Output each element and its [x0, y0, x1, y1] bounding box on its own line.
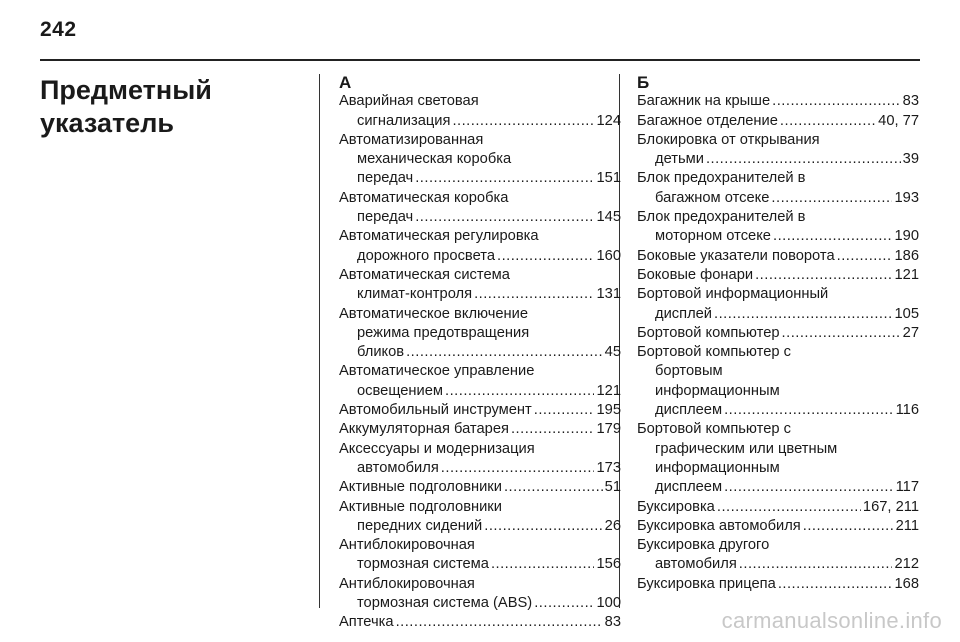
index-entry-line	[339, 169, 621, 188]
index-entry-page: 193	[894, 189, 919, 206]
dot-leader	[724, 478, 894, 497]
page-number: 242	[40, 18, 77, 41]
index-entry-term: сигнализация	[357, 112, 451, 129]
index-entry-line	[339, 401, 621, 420]
index-entry	[339, 401, 621, 420]
dot-leader	[772, 92, 901, 111]
index-entry-term: передач	[357, 170, 414, 187]
index-entry-page: 39	[902, 151, 919, 168]
index-entry-page: 27	[902, 324, 919, 341]
dot-leader	[739, 555, 893, 574]
index-letter: Б	[637, 73, 650, 92]
index-entry-page: 173	[596, 459, 621, 476]
index-entry-line	[339, 517, 621, 536]
index-entry	[637, 169, 919, 208]
index-entry-line: Автоматизированная	[339, 131, 484, 148]
index-entry	[339, 478, 621, 497]
index-entry-term: передач	[357, 209, 414, 226]
dot-leader	[706, 150, 901, 169]
index-entry-page: 145	[596, 209, 621, 226]
index-entry-term: тормозная система	[357, 556, 489, 573]
index-entry	[637, 517, 919, 536]
index-column-b	[637, 73, 919, 594]
index-entry-term: Аптечка	[339, 614, 394, 631]
index-entry	[637, 536, 919, 575]
index-entry-line: Автоматическая система	[339, 266, 510, 283]
index-entry-line: Бортовой информационный	[637, 286, 829, 303]
index-entry-line	[637, 575, 919, 594]
index-entry-term: Багажник на крыше	[637, 93, 771, 110]
index-entry-line: механическая коробка	[357, 151, 512, 168]
index-entry	[637, 324, 919, 343]
index-entry-page: 212	[894, 556, 919, 573]
dot-leader	[504, 478, 603, 497]
index-entry-term: климат-контроля	[357, 286, 473, 303]
index-entry-line: Антиблокировочная	[339, 575, 475, 592]
index-entry-line: Автоматическая регулировка	[339, 228, 539, 245]
dot-leader	[497, 247, 595, 266]
index-entry-line	[637, 517, 919, 536]
index-entry	[637, 92, 919, 111]
index-entry	[339, 420, 621, 439]
index-entry-line: Буксировка другого	[637, 537, 770, 554]
index-entry-term: автомобиля	[357, 459, 439, 476]
index-entry-line: информационным	[655, 382, 780, 399]
index-entry-page: 168	[894, 575, 919, 592]
index-entry	[637, 266, 919, 285]
index-entry-term: дорожного просвета	[357, 247, 495, 264]
index-entry-line	[339, 247, 621, 266]
dot-leader	[780, 112, 876, 131]
index-entry	[637, 208, 919, 247]
index-entry	[339, 131, 621, 189]
dot-leader	[396, 613, 603, 632]
index-entry	[339, 227, 621, 266]
dot-leader	[773, 227, 893, 246]
index-entry-line: Блокировка от открывания	[637, 131, 820, 148]
dot-leader	[714, 305, 892, 324]
dot-leader	[717, 498, 861, 517]
index-entry	[339, 305, 621, 363]
index-entry-line	[339, 343, 621, 362]
index-entry-page: 100	[596, 595, 621, 612]
dot-leader	[778, 575, 893, 594]
index-entry-line	[637, 227, 919, 246]
section-title	[40, 74, 280, 140]
dot-leader	[782, 324, 901, 343]
index-entry-term: Боковые указатели поворота	[637, 247, 835, 264]
index-entry-line: Автоматическое управление	[339, 363, 535, 380]
index-entry-term: детьми	[655, 151, 704, 168]
index-entry-page: 131	[596, 286, 621, 303]
index-entry-term: Активные подголовники	[339, 479, 502, 496]
index-entry-term: Автомобильный инструмент	[339, 402, 532, 419]
index-column-a	[339, 73, 621, 633]
index-entry-line	[339, 478, 621, 497]
index-entry	[339, 613, 621, 632]
index-entry-term: багажном отсеке	[655, 189, 770, 206]
dot-leader	[415, 208, 594, 227]
index-entry	[339, 266, 621, 305]
index-entry-page: 121	[596, 382, 621, 399]
dot-leader	[491, 555, 595, 574]
dot-leader	[452, 112, 594, 131]
index-entry-line	[637, 478, 919, 497]
index-entry-line: Аварийная световая	[339, 93, 479, 110]
index-entry-line	[637, 92, 919, 111]
index-entry-line	[339, 420, 621, 439]
index-entry	[637, 420, 919, 497]
index-entry	[637, 131, 919, 170]
dot-leader	[755, 266, 892, 285]
index-entry	[339, 536, 621, 575]
index-entry-line: режима предотвращения	[357, 324, 530, 341]
index-entry-page: 179	[596, 421, 621, 438]
index-entry-line	[339, 382, 621, 401]
dot-leader	[534, 401, 595, 420]
index-entry-term: передних сидений	[357, 517, 483, 534]
index-entry	[637, 112, 919, 131]
index-entry-line	[637, 266, 919, 285]
index-entry-term: бликов	[357, 344, 405, 361]
index-entry-term: тормозная система (ABS)	[357, 595, 533, 612]
dot-leader	[474, 285, 594, 304]
index-entry-line: информационным	[655, 459, 780, 476]
index-entry	[339, 362, 621, 401]
index-entry-term: Багажное отделение	[637, 112, 778, 129]
index-entry-term: Аккумуляторная батарея	[339, 421, 509, 438]
index-entry-page: 117	[895, 479, 919, 496]
index-entry-line: Аксессуары и модернизация	[339, 440, 535, 457]
index-entry-line	[339, 594, 621, 613]
top-divider	[40, 59, 920, 61]
dot-leader	[771, 189, 892, 208]
index-entry-page: 124	[596, 112, 621, 129]
index-entry-page: 51	[604, 479, 621, 496]
index-entry-line: Блок предохранителей в	[637, 209, 806, 226]
index-entry-page: 40, 77	[878, 112, 919, 129]
index-entry	[339, 575, 621, 614]
index-entry-page: 186	[894, 247, 919, 264]
dot-leader	[803, 517, 894, 536]
index-entry-line	[339, 112, 621, 131]
index-entry-page: 167, 211	[862, 498, 919, 515]
index-entry-page: 116	[895, 402, 919, 419]
dot-leader	[484, 517, 602, 536]
index-entry	[637, 498, 919, 517]
index-entry-line	[637, 189, 919, 208]
index-entry	[339, 498, 621, 537]
index-entry-term: дисплеем	[655, 402, 723, 419]
index-entry-line	[637, 401, 919, 420]
index-entry-page: 190	[894, 228, 919, 245]
index-entry-term: моторном отсеке	[655, 228, 771, 245]
index-entry	[339, 189, 621, 228]
dot-leader	[724, 401, 894, 420]
index-entry-line	[637, 112, 919, 131]
index-entry-line	[339, 555, 621, 574]
dot-leader	[445, 382, 594, 401]
index-entry-term: автомобиля	[655, 556, 737, 573]
index-entry-line: Бортовой компьютер с	[637, 421, 791, 438]
index-entry-page: 160	[596, 247, 621, 264]
section-title-line-2: указатель	[40, 108, 174, 138]
index-entry	[637, 575, 919, 594]
index-entry-term: Буксировка	[637, 498, 715, 515]
index-entry-page: 121	[894, 266, 919, 283]
index-entry-line	[637, 555, 919, 574]
index-entry-page: 151	[596, 170, 621, 187]
index-entry-term: дисплей	[655, 305, 713, 322]
index-letter: А	[339, 73, 352, 92]
index-entry	[637, 343, 919, 420]
index-entry-line	[637, 498, 919, 517]
dot-leader	[415, 169, 594, 188]
index-entry-line	[637, 305, 919, 324]
index-entry-line	[637, 150, 919, 169]
column-divider-left	[319, 74, 320, 608]
index-entry-page: 211	[895, 517, 919, 534]
index-entry-page: 83	[604, 614, 621, 631]
index-entry-line: графическим или цветным	[655, 440, 838, 457]
index-entry-line	[339, 285, 621, 304]
index-entry	[637, 247, 919, 266]
index-entry-term: дисплеем	[655, 479, 723, 496]
dot-leader	[534, 594, 594, 613]
dot-leader	[837, 247, 893, 266]
watermark: carmanualsonline.info	[721, 608, 942, 633]
index-entry-line	[339, 208, 621, 227]
index-entry-line: бортовым	[655, 363, 723, 380]
index-entry-page: 195	[596, 402, 621, 419]
index-entry-line	[339, 459, 621, 478]
index-entry-line: Активные подголовники	[339, 498, 502, 515]
index-entry	[637, 285, 919, 324]
index-entry-term: освещением	[357, 382, 443, 399]
index-entry-page: 45	[604, 344, 621, 361]
index-entry	[339, 92, 621, 131]
index-entry-line	[637, 324, 919, 343]
index-entry-page: 156	[596, 556, 621, 573]
index-entry-page: 105	[894, 305, 919, 322]
section-title-line-1: Предметный	[40, 75, 212, 105]
index-entry-line	[637, 247, 919, 266]
index-entry	[339, 440, 621, 479]
dot-leader	[441, 459, 595, 478]
index-entry-page: 26	[604, 517, 621, 534]
index-entry-page: 83	[902, 93, 919, 110]
index-entry-line: Бортовой компьютер с	[637, 344, 791, 361]
index-entry-line	[339, 613, 621, 632]
index-entry-term: Бортовой компьютер	[637, 324, 780, 341]
index-entry-line: Блок предохранителей в	[637, 170, 806, 187]
index-entry-line: Автоматическая коробка	[339, 189, 509, 206]
index-entry-line: Автоматическое включение	[339, 305, 529, 322]
dot-leader	[406, 343, 603, 362]
index-entry-line: Антиблокировочная	[339, 537, 475, 554]
index-entry-term: Буксировка автомобиля	[637, 517, 801, 534]
dot-leader	[511, 420, 595, 439]
index-entry-term: Боковые фонари	[637, 266, 754, 283]
index-entry-term: Буксировка прицепа	[637, 575, 776, 592]
